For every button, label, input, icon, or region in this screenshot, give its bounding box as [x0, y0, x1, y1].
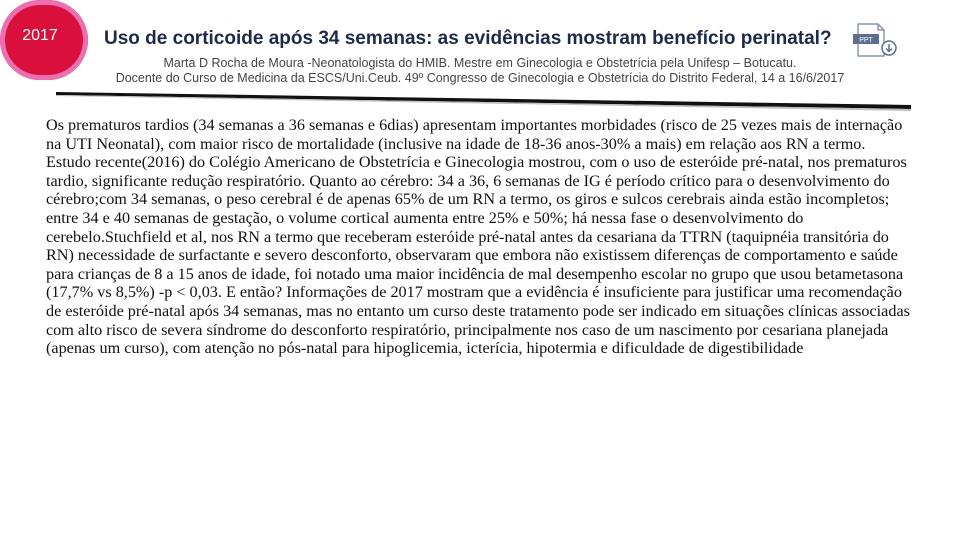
credits-line-2: Docente do Curso de Medicina da ESCS/Uni.Ceub. 49º Congresso de Ginecologia e Obstetrícia do Distrito Federal, 14 a 16/6/2017 — [115, 71, 845, 85]
svg-text:PPT: PPT — [859, 37, 873, 44]
page-title: Uso de corticoide após 34 semanas: as evidências mostram benefício perinatal? — [104, 28, 832, 49]
body-paragraph: Os prematuros tardios (34 semanas a 36 semanas e 6dias) apresentam importantes morbidades (risco de 25 vezes mais de internação na UTI Neonatal), com maior risco de mortalidade (inclusive na idade de 18-36 anos-30% a mais) em relação aos RN a termo. Estudo recente(2016) do Colégio Americano de Obstetrícia e Ginecologia mostrou, com o uso de esteróide pré-natal, nos prematuros tardio, significante redução respiratório. Quanto ao cérebro: 34 a 36, 6 semanas de IG é período crítico para o desenvolvimento do cérebro;com 34 semanas, o peso cerebral é de apenas 65% de um RN a termo, os giros e sulcos cerebrais ainda estão incompletos; entre 34 e 40 semanas de gestação, o volume cortical aumenta entre 25% e 50%; há nessa fase o desenvolvimento do cerebelo.Stuchfield et al, nos RN a termo que receberam esteróide pré-natal antes da cesariana da TTRN (taquipnéia transitória do RN) necessidade de surfactante e severo desconforto, observaram que embora não existissem diferenças de comportamento e saúde para crianças de 8 a 15 anos de idade, foi notado uma maior incidência de mal desempenho escolar no grupo que usou betametasona (17,7% vs 8,5%) -p < 0,03. E então? Informações de 2017 mostram que a evidência é insuficiente para justificar uma recomendação de esteróide pré-natal após 34 semanas, mas no entanto um curso deste tratamento pode ser indicado em situações clínicas associadas com alto risco de severa síndrome do desconforto respiratório, principalmente nos caso de um nascimento por cesariana planejada (apenas um curso), com atenção no pós-natal para hipoglicemia, icterícia, hipotermia e dificuldade de digestibilidade — [46, 116, 910, 358]
divider-wedge — [56, 92, 911, 112]
credits-line-1: Marta D Rocha de Moura -Neonatologista do HMIB. Mestre em Ginecologia e Obstetrícia pela Unifesp – Botucatu. — [163, 56, 797, 70]
author-credits — [40, 56, 920, 86]
year-label: 2017 — [22, 27, 58, 44]
ppt-download-icon[interactable] — [852, 22, 898, 58]
